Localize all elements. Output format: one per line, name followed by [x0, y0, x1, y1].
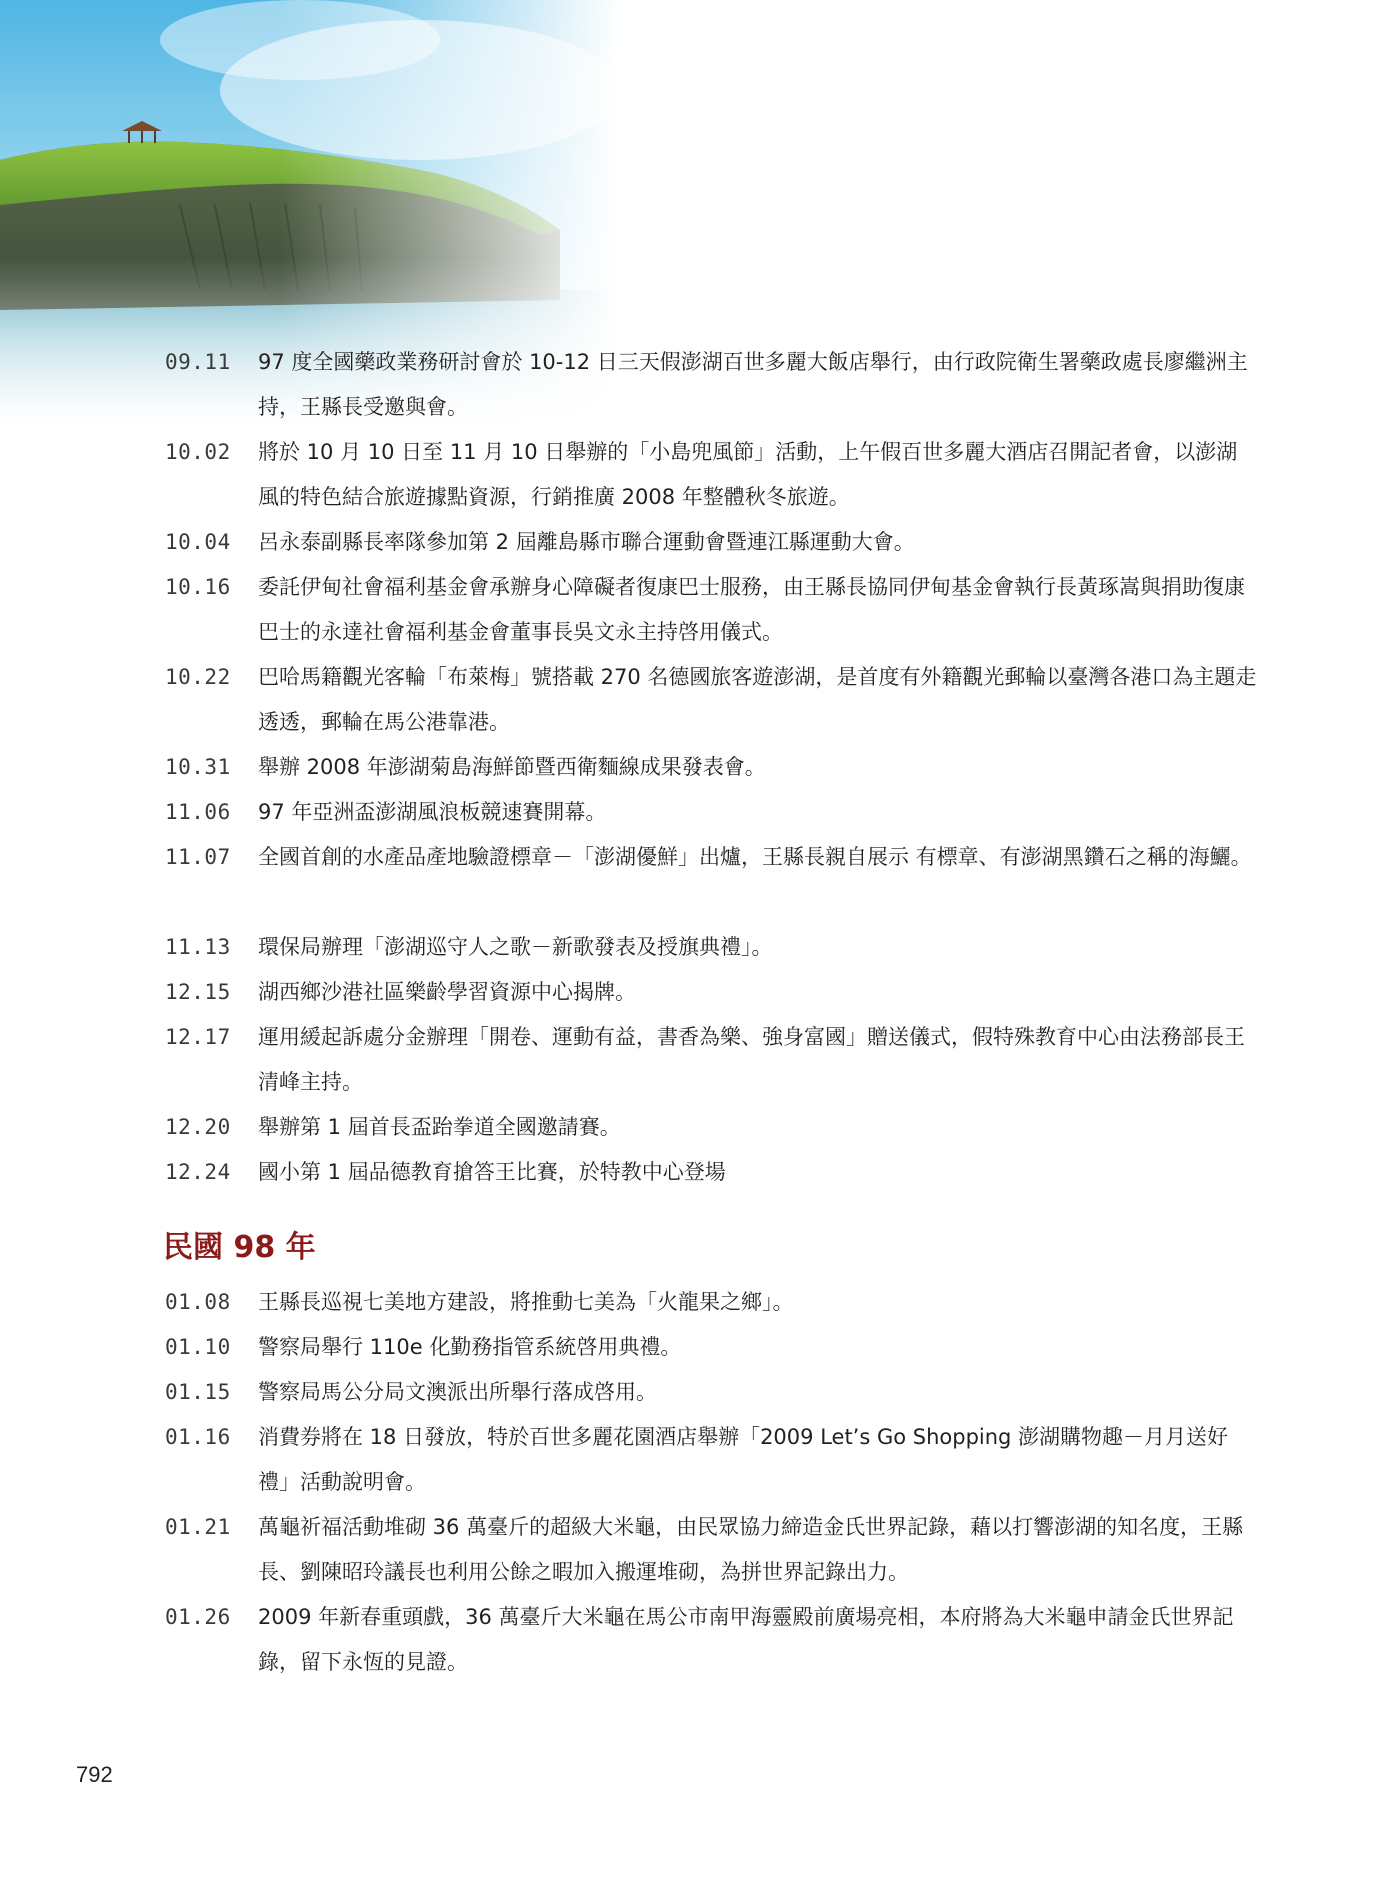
entry-text: 委託伊甸社會福利基金會承辦身心障礙者復康巴士服務，由王縣長協同伊甸基金會執行長黃琢嵩與捐助復康巴士的永達社會福利基金會董事長吳文永主持啓用儀式。: [258, 575, 1245, 644]
entry-date: 09.11: [165, 350, 231, 374]
entry-date: 12.15: [165, 980, 231, 1004]
entry-date: 01.16: [165, 1425, 231, 1449]
entry-text: 舉辦 2008 年澎湖菊島海鮮節暨西衛麵線成果發表會。: [258, 755, 766, 779]
entry-date: 11.06: [165, 800, 231, 824]
entry-date: 10.31: [165, 755, 231, 779]
entry-text: 97 年亞洲盃澎湖風浪板競速賽開幕。: [258, 800, 607, 824]
entry-date: 11.07: [165, 845, 231, 869]
entry-text: 2009 年新春重頭戲，36 萬臺斤大米龜在馬公市南甲海靈殿前廣場亮相，本府將為大米龜申請金氏世界記錄，留下永恆的見證。: [258, 1605, 1234, 1674]
entry-text: 警察局舉行 110e 化勤務指管系統啓用典禮。: [258, 1335, 682, 1359]
entry-text: 王縣長巡視七美地方建設，將推動七美為「火龍果之鄉」。: [258, 1290, 794, 1314]
entry-text: 湖西鄉沙港社區樂齡學習資源中心揭牌。: [258, 980, 636, 1004]
entry-date: 11.13: [165, 935, 231, 959]
entry-date: 12.17: [165, 1025, 231, 1049]
entry-text: 舉辦第 1 屆首長盃跆拳道全國邀請賽。: [258, 1115, 621, 1139]
entry-text: 警察局馬公分局文澳派出所舉行落成啓用。: [258, 1380, 657, 1404]
entry-text: 消費券將在 18 日發放，特於百世多麗花園酒店舉辦「2009 Let’s Go Shopping 澎湖購物趣－月月送好禮」活動說明會。: [258, 1425, 1229, 1494]
entry-date: 01.10: [165, 1335, 231, 1359]
section-title: 民國 98 年: [163, 1230, 316, 1265]
entry-text: 萬龜祈福活動堆砌 36 萬臺斤的超級大米龜，由民眾協力締造金氏世界記錄，藉以打響澎湖的知名度，王縣長、劉陳昭玲議長也利用公餘之暇加入搬運堆砌，為拼世界記錄出力。: [258, 1515, 1244, 1584]
entry-date: 01.21: [165, 1515, 231, 1539]
entry-text: 呂永泰副縣長率隊參加第 2 屆離島縣市聯合運動會暨連江縣運動大會。: [258, 530, 915, 554]
entry-date: 10.02: [165, 440, 231, 464]
page-number: 792: [76, 1762, 113, 1787]
entry-text: 將於 10 月 10 日至 11 月 10 日舉辦的「小島兜風節」活動，上午假百世多麗大酒店召開記者會，以澎湖風的特色結合旅遊據點資源，行銷推廣 2008 年整體秋冬旅遊。: [258, 440, 1238, 509]
entry-date: 01.08: [165, 1290, 231, 1314]
entry-date: 10.04: [165, 530, 231, 554]
entry-date: 10.22: [165, 665, 231, 689]
entry-date: 01.15: [165, 1380, 231, 1404]
entry-date: 10.16: [165, 575, 231, 599]
entry-text: 全國首創的水產品產地驗證標章－「澎湖優鮮」出爐，王縣長親自展示 有標章、有澎湖黑鑽石之稱的海鱺。: [258, 845, 1252, 869]
entry-text: 巴哈馬籍觀光客輪「布萊梅」號搭載 270 名德國旅客遊澎湖，是首度有外籍觀光郵輪以臺灣各港口為主題走透透，郵輪在馬公港靠港。: [258, 665, 1257, 734]
entry-date: 12.24: [165, 1160, 231, 1184]
entry-text: 97 度全國藥政業務研討會於 10-12 日三天假澎湖百世多麗大飯店舉行，由行政院衛生署藥政處長廖繼洲主持，王縣長受邀與會。: [258, 350, 1248, 419]
entry-text: 國小第 1 屆品德教育搶答王比賽，於特教中心登場: [258, 1160, 726, 1184]
entry-date: 12.20: [165, 1115, 231, 1139]
entry-text: 運用緩起訴處分金辦理「開卷、運動有益，書香為樂、強身富國」贈送儀式，假特殊教育中心由法務部長王清峰主持。: [258, 1025, 1245, 1094]
entry-date: 01.26: [165, 1605, 231, 1629]
entry-text: 環保局辦理「澎湖巡守人之歌－新歌發表及授旗典禮」。: [258, 935, 773, 959]
